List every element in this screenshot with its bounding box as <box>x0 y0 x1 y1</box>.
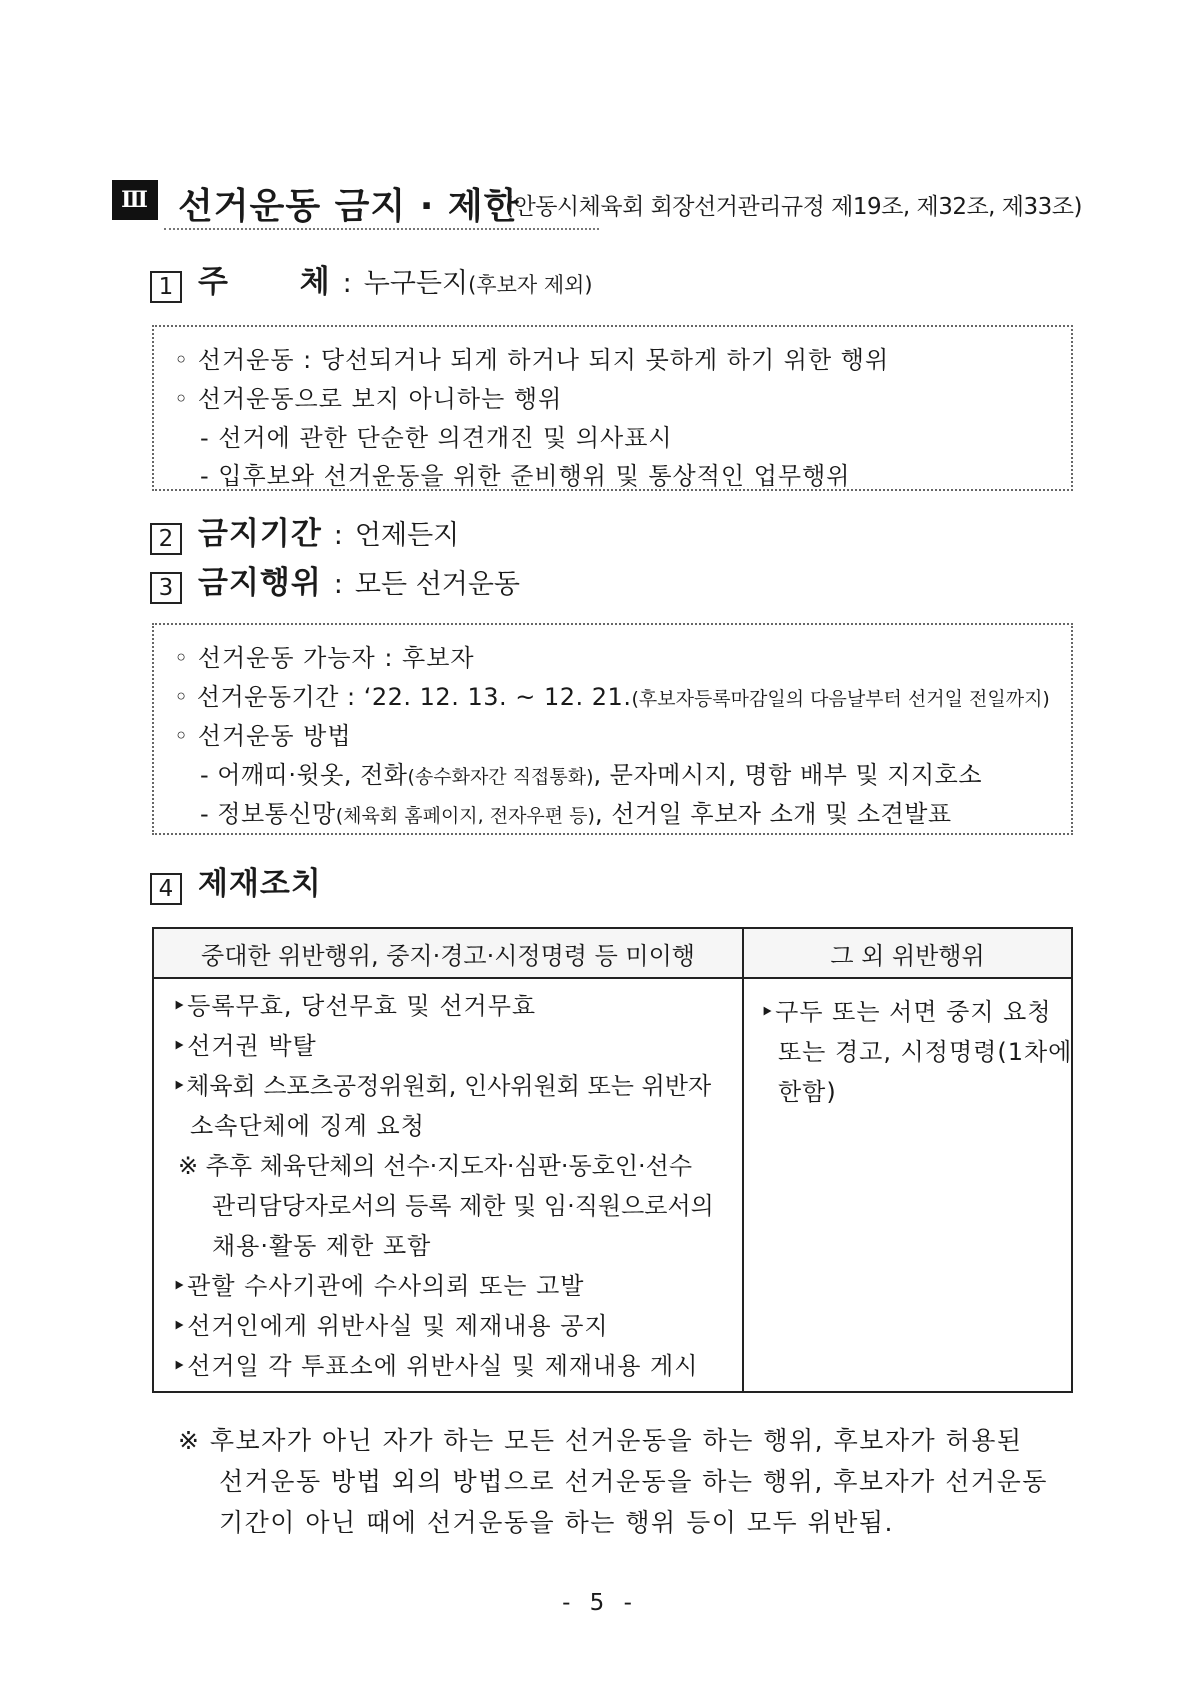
item-number-box: 3 <box>150 572 182 604</box>
table-header-major: 중대한 위반행위, 중지·경고·시정명령 등 미이행 <box>154 929 742 979</box>
footnote-line: 기간이 아닌 때에 선거운동을 하는 행위 등이 모두 위반됨. <box>219 1508 894 1537</box>
campaign-period-line <box>174 677 1050 712</box>
item-colon: : <box>333 520 343 551</box>
footnote-line: ※ 후보자가 아닌 자가 하는 모든 선거운동을 하는 행위, 후보자가 허용된 <box>178 1426 1023 1455</box>
section-heading <box>112 178 1097 234</box>
method-text: - 어깨띠·윗옷, 전화 <box>200 761 408 789</box>
footnote-line: 선거운동 방법 외의 방법으로 선거운동을 하는 행위, 후보자가 선거운동 <box>219 1467 1048 1496</box>
item-colon: : <box>333 569 343 600</box>
page-number: - 5 - <box>562 1590 638 1616</box>
item-label: 금지행위 <box>198 565 322 601</box>
table-cell-line: ‣선거일 각 투표소에 위반사실 및 제재내용 게시 <box>172 1352 699 1380</box>
campaign-period-note: (후보자등록마감일의 다음날부터 선거일 전일까지) <box>631 688 1050 710</box>
item-subject <box>150 256 593 301</box>
table-cell-line: 채용·활동 제한 포함 <box>212 1232 432 1260</box>
campaign-info-box <box>152 623 1073 835</box>
item-number-box: 1 <box>150 271 182 303</box>
section-underline <box>164 228 599 230</box>
sanctions-table <box>152 927 1073 1393</box>
item-note: (후보자 제외) <box>468 273 593 297</box>
item-prohibited-acts <box>150 557 520 602</box>
item-sanctions <box>150 858 322 903</box>
item-value: 모든 선거운동 <box>354 569 520 600</box>
definition-line: - 입후보와 선거운동을 위한 준비행위 및 통상적인 업무행위 <box>200 462 851 490</box>
definition-line: ◦ 선거운동 : 당선되거나 되게 하거나 되지 못하게 하기 위한 행위 <box>174 346 890 374</box>
method-text: , 문자메시지, 명함 배부 및 지지호소 <box>593 761 983 789</box>
definition-line: - 선거에 관한 단순한 의견개진 및 의사표시 <box>200 424 673 452</box>
item-colon: : <box>342 268 352 299</box>
table-cell-line: ‣선거인에게 위반사실 및 제재내용 공지 <box>172 1312 609 1340</box>
item-value: 언제든지 <box>354 520 460 551</box>
section-reference: (안동시체육회 회장선거관리규정 제19조, 제32조, 제33조) <box>505 194 1082 220</box>
item-number-box: 4 <box>150 873 182 905</box>
definition-box <box>152 325 1073 491</box>
item-period <box>150 508 459 553</box>
method-text: - 정보통신망 <box>200 800 336 828</box>
item-value: 누구든지 <box>363 268 469 299</box>
roman-numeral-badge: Ⅲ <box>112 180 158 220</box>
campaign-info-line: ◦ 선거운동 가능자 : 후보자 <box>174 644 475 672</box>
method-note: (체육회 홈페이지, 전자우편 등) <box>335 805 595 827</box>
table-cell-line: ‣구두 또는 서면 중지 요청 <box>760 998 1052 1026</box>
campaign-period: ◦ 선거운동기간 : ‘22. 12. 13. ~ 12. 21. <box>174 683 632 711</box>
table-cell-line: ‣등록무효, 당선무효 및 선거무효 <box>172 992 537 1020</box>
table-cell-line: ‣관할 수사기관에 수사의뢰 또는 고발 <box>172 1272 585 1300</box>
table-cell-line: ※ 추후 체육단체의 선수·지도자·심판·동호인·선수 <box>178 1152 693 1180</box>
campaign-method-line <box>200 794 952 829</box>
table-cell-line: ‣체육회 스포츠공정위원회, 인사위원회 또는 위반자 <box>172 1072 712 1100</box>
table-cell-line: 한함) <box>778 1078 837 1106</box>
item-label: 주 체 <box>198 264 331 300</box>
definition-line: ◦ 선거운동으로 보지 아니하는 행위 <box>174 385 563 413</box>
campaign-info-line: ◦ 선거운동 방법 <box>174 722 352 750</box>
table-cell-line: 소속단체에 징계 요청 <box>190 1112 425 1140</box>
table-cell-line: 또는 경고, 시정명령(1차에 <box>778 1038 1073 1066</box>
table-divider <box>742 929 744 1391</box>
item-label: 금지기간 <box>198 516 322 552</box>
table-cell-line: ‣선거권 박탈 <box>172 1032 317 1060</box>
method-text: , 선거일 후보자 소개 및 소견발표 <box>594 800 952 828</box>
section-title: 선거운동 금지 · 제한 <box>178 186 520 227</box>
campaign-method-line <box>200 755 982 790</box>
table-cell-line: 관리담당자로서의 등록 제한 및 임·직원으로서의 <box>212 1192 714 1220</box>
table-header-other: 그 외 위반행위 <box>744 929 1071 979</box>
item-label: 제재조치 <box>198 866 322 902</box>
item-number-box: 2 <box>150 523 182 555</box>
method-note: (송수화자간 직접통화) <box>407 766 594 788</box>
